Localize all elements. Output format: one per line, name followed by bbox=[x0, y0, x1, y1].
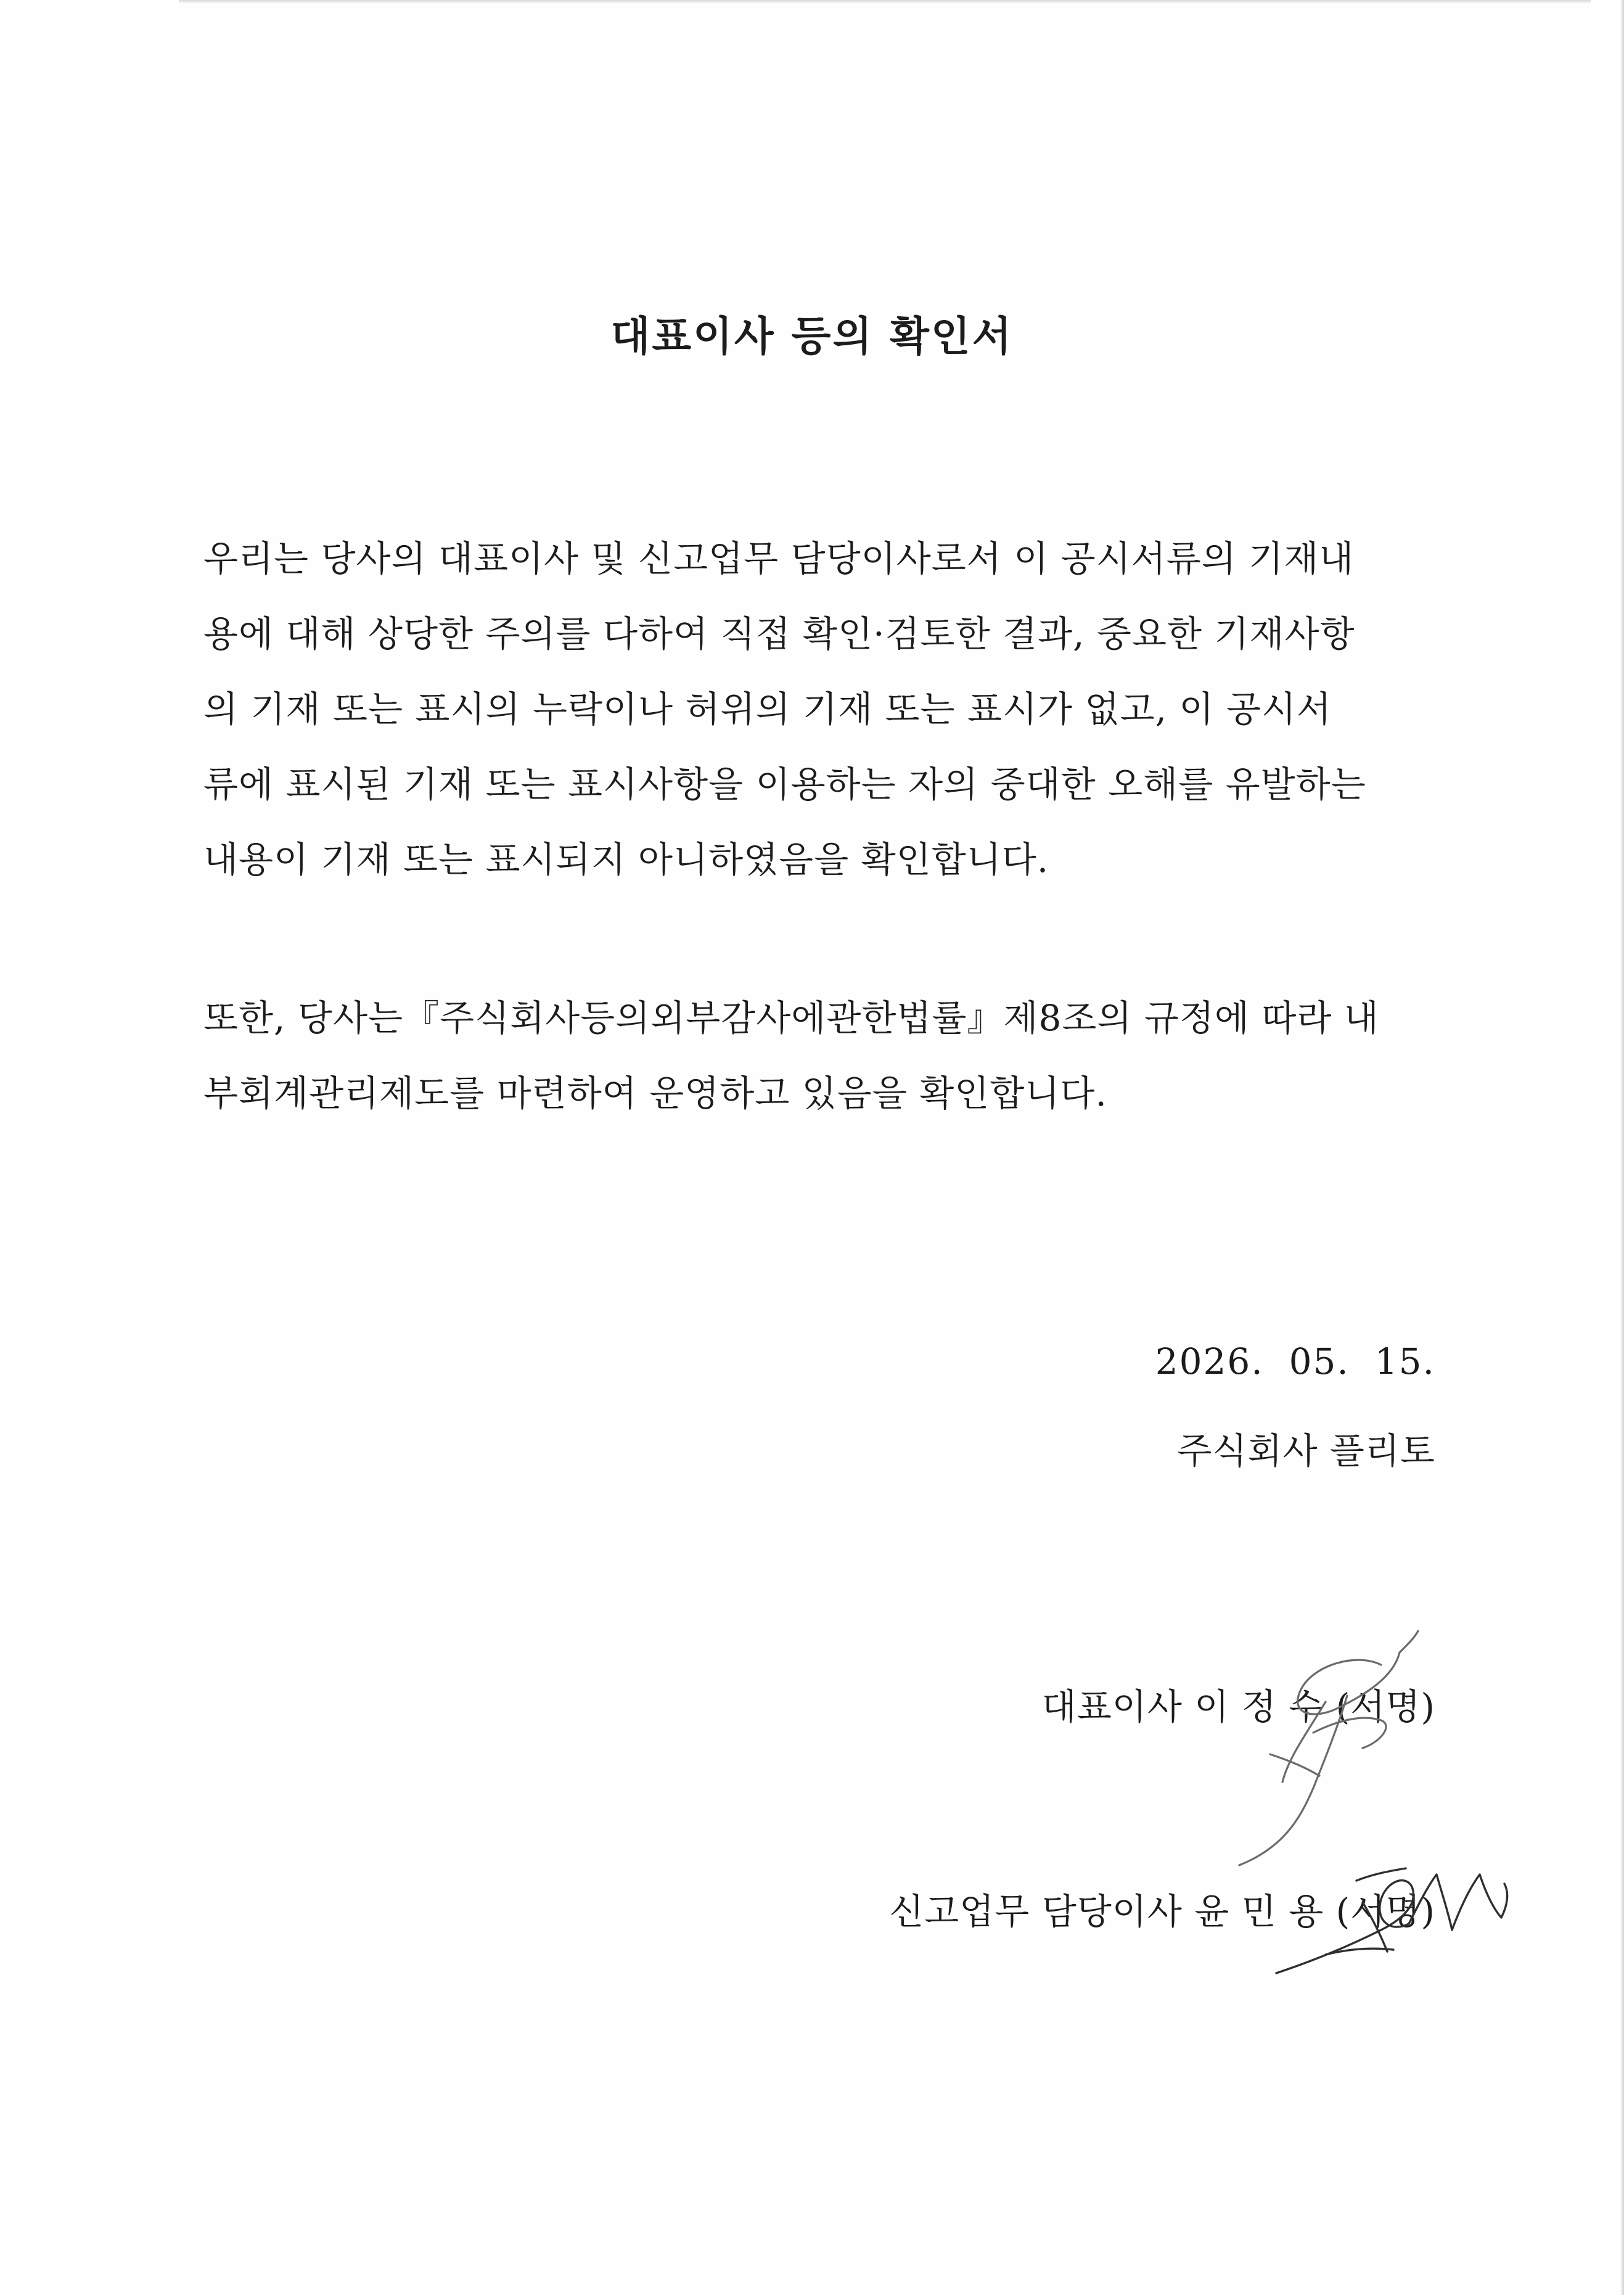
document-title: 대표이사 등의 확인서 bbox=[610, 312, 1014, 360]
paragraph-line: 내용이 기재 또는 표시되지 아니하였음을 확인합니다. bbox=[203, 839, 1049, 881]
reporting-officer-signature-line: 신고업무 담당이사 윤 민 용 (서명) bbox=[889, 1891, 1435, 1932]
paragraph-line: 부회계관리제도를 마련하여 운영하고 있음을 확인합니다. bbox=[203, 1072, 1107, 1114]
document-date: 2026. 05. 15. bbox=[1155, 1340, 1435, 1382]
paragraph-line: 우리는 당사의 대표이사 및 신고업무 담당이사로서 이 공시서류의 기재내 bbox=[203, 538, 1355, 580]
company-name: 주식회사 플리토 bbox=[1177, 1430, 1435, 1472]
paragraph-line: 류에 표시된 기재 또는 표시사항을 이용하는 자의 중대한 오해를 유발하는 bbox=[203, 763, 1366, 805]
paragraph-line: 의 기재 또는 표시의 누락이나 허위의 기재 또는 표시가 없고, 이 공시서 bbox=[203, 688, 1332, 730]
internal-control-paragraph bbox=[203, 980, 1443, 1131]
confirmation-paragraph bbox=[203, 521, 1443, 897]
scan-edge-top bbox=[179, 0, 1591, 4]
reporting-officer-signature-icon bbox=[1264, 1844, 1511, 2004]
representative-signature-icon bbox=[1196, 1628, 1467, 1874]
paragraph-line: 또한, 당사는『주식회사등의외부감사에관한법률』제8조의 규정에 따라 내 bbox=[203, 997, 1379, 1039]
paragraph-line: 용에 대해 상당한 주의를 다하여 직접 확인·검토한 결과, 중요한 기재사항 bbox=[203, 613, 1355, 655]
representative-signature-line: 대표이사 이 정 수 (서명) bbox=[1041, 1686, 1435, 1728]
